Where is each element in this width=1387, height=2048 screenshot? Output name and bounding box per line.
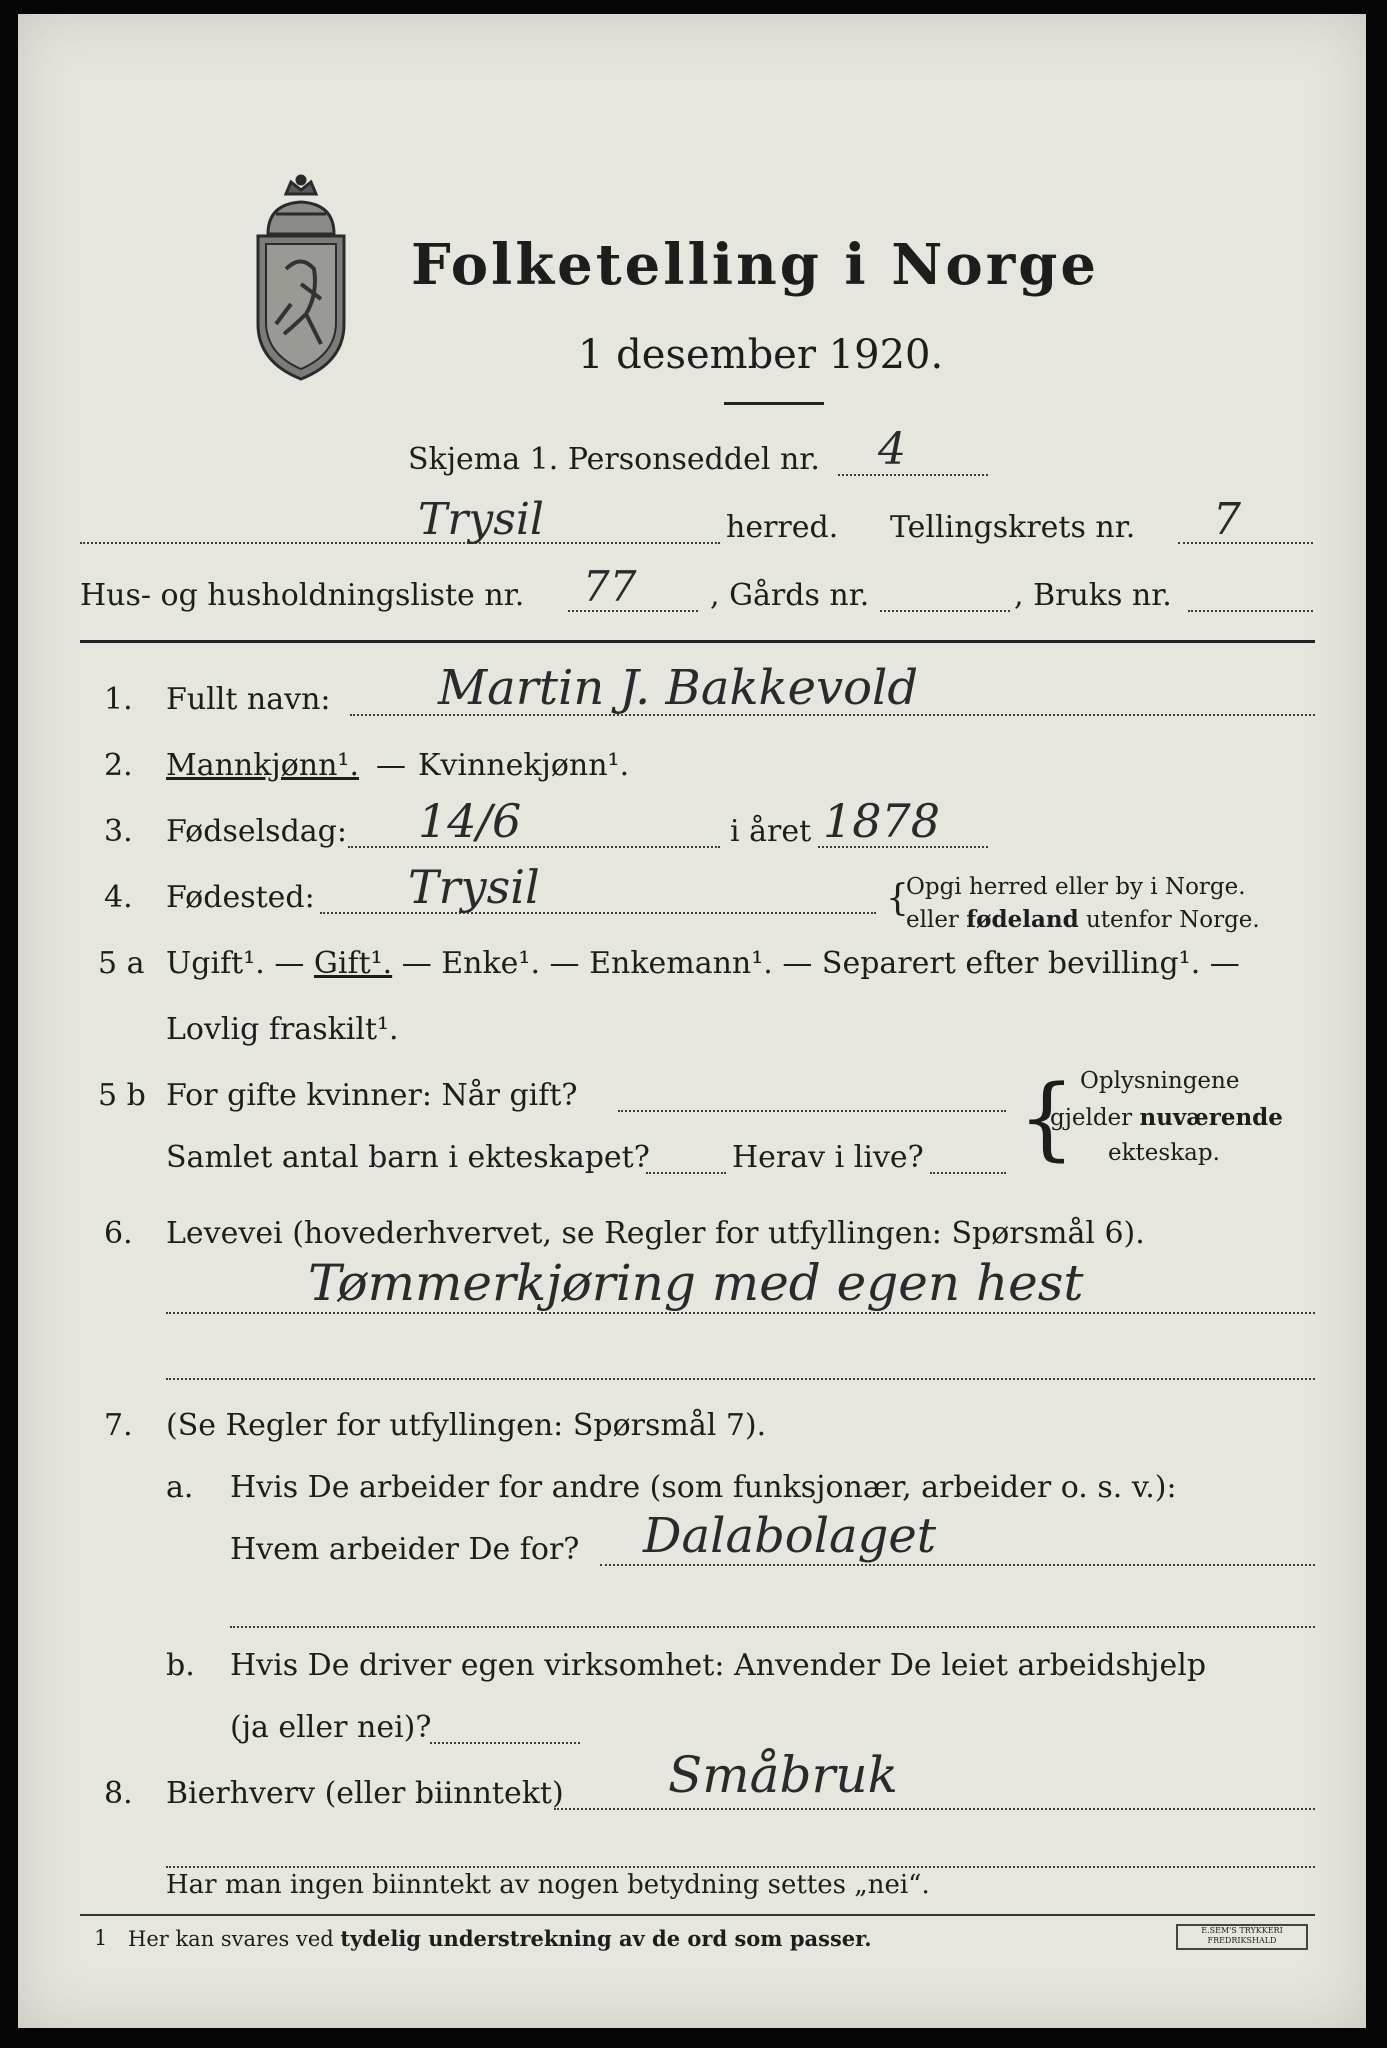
separert-option[interactable]: Separert efter bevilling¹.	[821, 946, 1201, 981]
q4-note-line1: Opgi herred eller by i Norge.	[906, 874, 1246, 900]
gift-option[interactable]: Gift¹.	[313, 946, 393, 981]
gards-label: , Gårds nr.	[710, 578, 870, 613]
ilive-label: Herav i live?	[732, 1140, 924, 1175]
q5b-note-line3: ekteskap.	[1108, 1140, 1220, 1166]
header-divider	[80, 640, 1315, 643]
kvinnekjonn-option[interactable]: Kvinnekjønn¹.	[418, 748, 630, 783]
q5b-brace: {	[1018, 1066, 1076, 1171]
norway-coat-of-arms-icon	[246, 174, 356, 384]
q5b-number: 5 b	[98, 1078, 146, 1113]
herred-label: herred.	[726, 510, 839, 545]
q3-dotted-line	[348, 846, 720, 848]
q6-dotted-line-2	[166, 1378, 1315, 1380]
tellingskrets-label: Tellingskrets nr.	[890, 510, 1136, 545]
barn-dotted-line	[646, 1172, 726, 1174]
side-income-value[interactable]: Småbruk	[668, 1746, 898, 1804]
ilive-dotted-line	[930, 1172, 1006, 1174]
q6-label: Levevei (hovederhvervet, se Regler for utfyllingen: Spørsmål 6).	[166, 1216, 1145, 1251]
q5b-note-line2: gjelder nuværende	[1050, 1104, 1283, 1131]
marital-status-options: Ugift¹. — Gift¹. — Enke¹. — Enkemann¹. — Separert efter bevilling¹. —	[166, 946, 1240, 981]
skjema-label: Skjema 1. Personseddel nr.	[408, 442, 820, 477]
q1-number: 1.	[104, 682, 133, 717]
q7a-dotted-line-1	[600, 1564, 1315, 1566]
footnote-mark: 1	[94, 1926, 108, 1950]
skjema-dotted-line	[838, 474, 988, 476]
aaret-label: i året	[730, 814, 812, 849]
q3-label: Fødselsdag:	[166, 814, 347, 849]
q1-label: Fullt navn:	[166, 682, 331, 717]
q4-label: Fødested:	[166, 880, 315, 915]
q6-dotted-line-1	[166, 1312, 1315, 1314]
q7a-dotted-line-2	[230, 1626, 1315, 1628]
husholdningsliste-value[interactable]: 77	[583, 562, 637, 611]
q7-number: 7.	[104, 1408, 133, 1443]
q3-number: 3.	[104, 814, 133, 849]
tellingskrets-dotted-line	[1178, 542, 1313, 544]
tellingskrets-value[interactable]: 7	[1213, 494, 1241, 545]
q8-number: 8.	[104, 1776, 133, 1811]
q4-brace: {	[886, 878, 909, 919]
enkemann-option[interactable]: Enkemann¹.	[589, 946, 773, 981]
form-title: Folketelling i Norge	[411, 232, 1100, 298]
q5b-dotted-line	[618, 1110, 1006, 1112]
q4-dotted-line	[320, 912, 876, 914]
q4-note-line2: eller fødeland utenfor Norge.	[906, 906, 1260, 933]
q7a-text: Hvis De arbeider for andre (som funksjonær, arbeider o. s. v.):	[230, 1470, 1177, 1505]
birthday-value[interactable]: 14/6	[418, 794, 522, 848]
census-form	[18, 14, 1366, 2028]
fraskilt-option[interactable]: Lovlig fraskilt¹.	[166, 1012, 399, 1047]
full-name-value[interactable]: Martin J. Bakkevold	[438, 660, 919, 716]
barn-label: Samlet antal barn i ekteskapet?	[166, 1140, 650, 1175]
q7b-dotted-line	[430, 1742, 580, 1744]
footer-note: Har man ingen biinntekt av nogen betydning settes „nei“.	[166, 1870, 930, 1900]
q8-label: Bierhverv (eller biinntekt)	[166, 1776, 564, 1811]
enke-option[interactable]: Enke¹.	[441, 946, 540, 981]
q7b-label: (ja eller nei)?	[230, 1710, 432, 1745]
footnote-text: Her kan svares ved tydelig understrekning av de ord som passer.	[128, 1926, 872, 1951]
ugift-option[interactable]: Ugift¹.	[166, 946, 265, 981]
herred-value[interactable]: Trysil	[418, 494, 544, 545]
mannkjonn-option[interactable]: Mannkjønn¹.	[166, 748, 359, 783]
q4-number: 4.	[104, 880, 133, 915]
occupation-value[interactable]: Tømmerkjøring med egen hest	[308, 1254, 1084, 1312]
q7b-text: Hvis De driver egen virksomhet: Anvender De leiet arbeidshjelp	[230, 1648, 1207, 1683]
census-date: 1 desember 1920.	[578, 332, 944, 378]
q8-dotted-line	[554, 1808, 1315, 1810]
birthplace-value[interactable]: Trysil	[408, 860, 540, 914]
printer-stamp: E.SEM'S TRYKKERI FREDRIKSHALD	[1176, 1924, 1308, 1950]
bruks-label: , Bruks nr.	[1014, 578, 1172, 613]
q7b-letter: b.	[166, 1648, 195, 1683]
hus-label: Hus- og husholdningsliste nr.	[80, 578, 525, 613]
employer-value[interactable]: Dalabolaget	[643, 1508, 937, 1564]
gards-dotted-line	[880, 610, 1010, 612]
q6-number: 6.	[104, 1216, 133, 1251]
bruks-dotted-line	[1188, 610, 1313, 612]
q5a-number: 5 a	[98, 946, 145, 981]
q7a-label: Hvem arbeider De for?	[230, 1532, 580, 1567]
birth-year-value[interactable]: 1878	[823, 794, 941, 848]
herred-dotted-line	[80, 542, 720, 544]
q7-label: (Se Regler for utfyllingen: Spørsmål 7).	[166, 1408, 767, 1443]
title-divider	[724, 402, 824, 405]
q5b-note-line1: Oplysningene	[1080, 1068, 1240, 1094]
q2-number: 2.	[104, 748, 133, 783]
q7a-letter: a.	[166, 1470, 194, 1505]
q5b-label: For gifte kvinner: Når gift?	[166, 1078, 578, 1113]
personseddel-number[interactable]: 4	[878, 424, 906, 475]
q8-dotted-line-2	[166, 1866, 1315, 1868]
q2-separator: —	[376, 748, 406, 783]
footer-divider	[80, 1914, 1315, 1916]
